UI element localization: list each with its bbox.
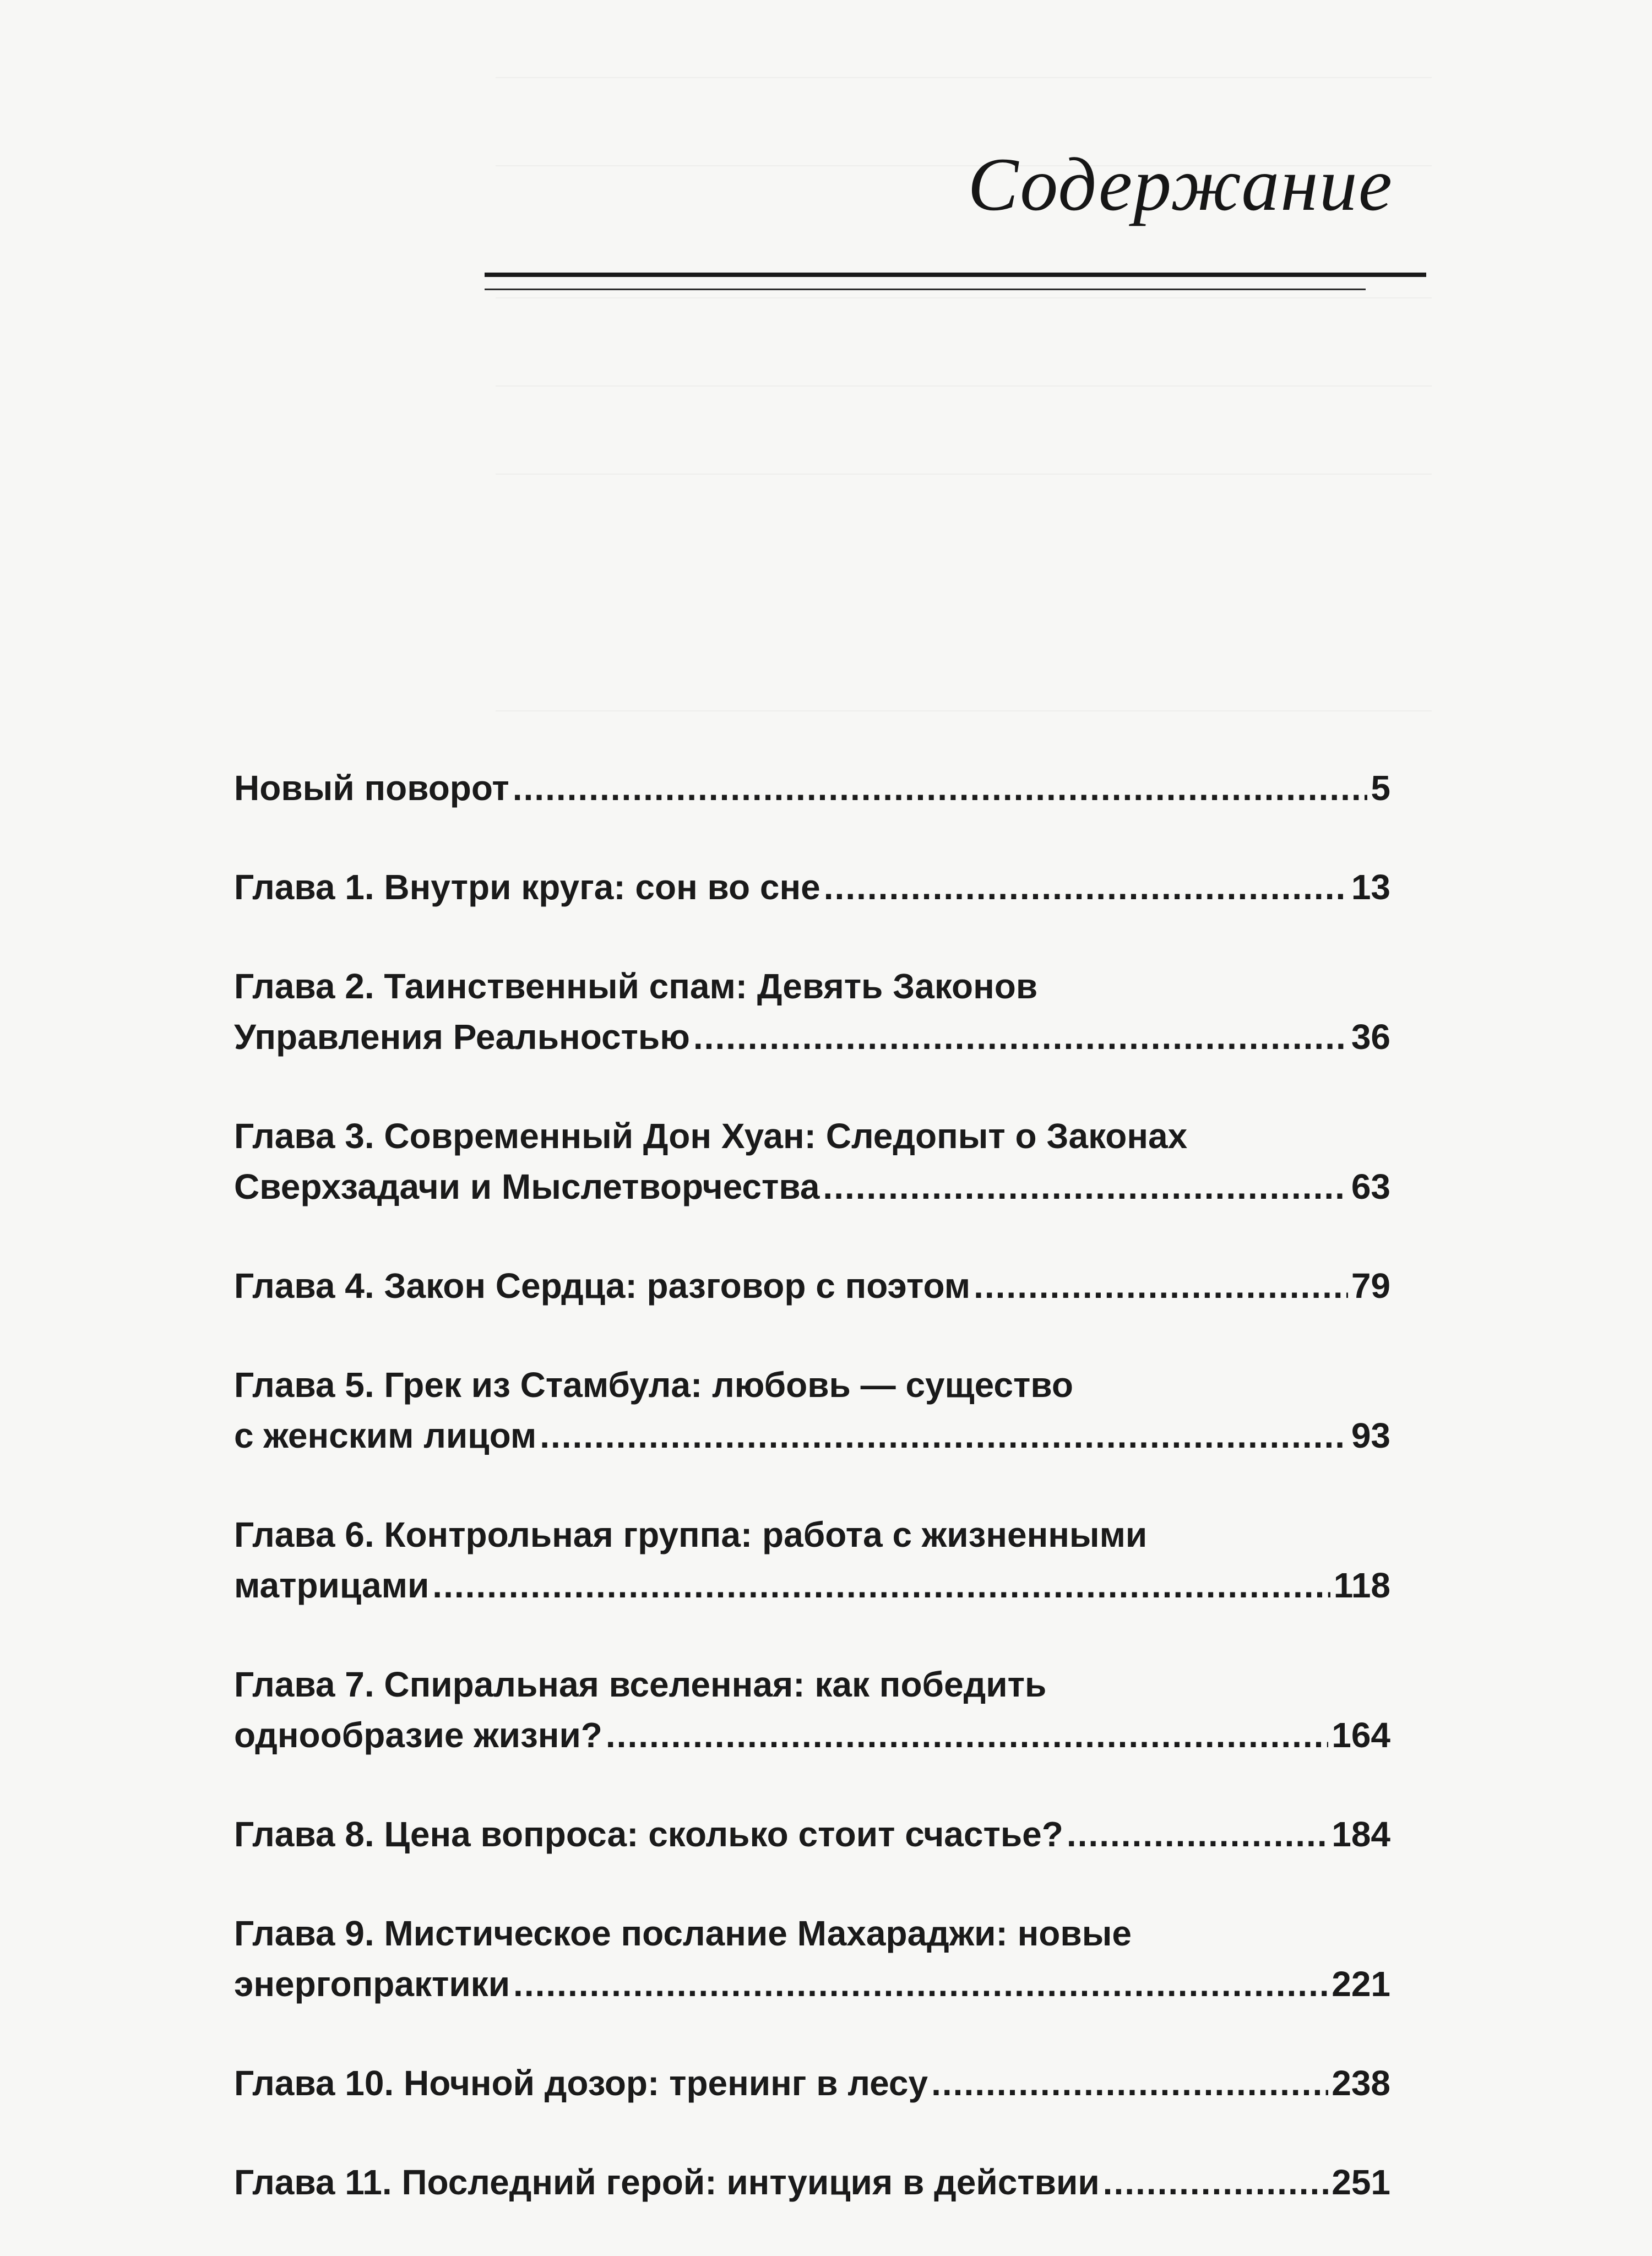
toc-entry-title: Глава 11. Последний герой: интуиция в действии xyxy=(234,2162,1100,2202)
bleed-through-line xyxy=(496,297,1432,298)
bleed-through-line xyxy=(496,385,1432,387)
toc-entry-last-line xyxy=(234,2157,1390,2208)
table-of-contents xyxy=(234,763,1390,2256)
dot-leader xyxy=(432,1560,1330,1611)
toc-entry-title-line: Глава 9. Мистическое послание Махараджи: новые xyxy=(234,1913,1132,1953)
toc-entry xyxy=(234,1908,1390,2009)
dot-leader xyxy=(824,862,1348,912)
toc-page-number: 36 xyxy=(1351,1017,1390,1057)
toc-entry-last-line xyxy=(234,862,1390,912)
dot-leader xyxy=(513,763,1368,813)
toc-page-number: 13 xyxy=(1351,867,1390,907)
bleed-through-line xyxy=(496,710,1432,711)
toc-entry-last-line xyxy=(234,1012,1390,1062)
toc-entry-title: Сверхзадачи и Мыслетворчества xyxy=(234,1167,820,1206)
toc-entry xyxy=(234,862,1390,912)
toc-entry-title: Новый поворот xyxy=(234,768,509,808)
toc-entry-last-line xyxy=(234,1161,1390,1212)
toc-page-number: 221 xyxy=(1332,1964,1390,2004)
dot-leader xyxy=(1103,2157,1329,2208)
toc-entry-last-line xyxy=(234,1260,1390,1311)
toc-entry xyxy=(234,961,1390,1062)
toc-entry-last-line xyxy=(234,1560,1390,1611)
toc-page-number: 251 xyxy=(1332,2162,1390,2202)
toc-entry-title: Глава 10. Ночной дозор: тренинг в лесу xyxy=(234,2063,928,2103)
toc-entry xyxy=(234,1360,1390,1461)
toc-entry-last-line xyxy=(234,763,1390,813)
toc-entry xyxy=(234,1260,1390,1311)
toc-entry-title-line: Глава 2. Таинственный спам: Девять Законов xyxy=(234,966,1038,1006)
dot-leader xyxy=(606,1710,1328,1760)
dot-leader xyxy=(693,1012,1348,1062)
toc-page-number: 164 xyxy=(1332,1715,1390,1755)
toc-entry xyxy=(234,1809,1390,1860)
toc-entry xyxy=(234,1509,1390,1611)
toc-entry xyxy=(234,763,1390,813)
toc-entry-title: Глава 4. Закон Сердца: разговор с поэтом xyxy=(234,1266,971,1306)
toc-entry-last-line xyxy=(234,1809,1390,1860)
toc-entry-title: с женским лицом xyxy=(234,1416,537,1455)
toc-entry-title-line: Глава 5. Грек из Стамбула: любовь — существо xyxy=(234,1365,1073,1405)
toc-entry-title: матрицами xyxy=(234,1565,430,1605)
page-title: Содержание xyxy=(968,142,1393,226)
dot-leader xyxy=(540,1410,1348,1461)
toc-entry xyxy=(234,2058,1390,2108)
toc-entry-title: однообразие жизни? xyxy=(234,1715,602,1755)
toc-page-number: 79 xyxy=(1351,1266,1390,1306)
dot-leader xyxy=(931,2058,1328,2108)
toc-entry xyxy=(234,2157,1390,2208)
toc-entry-last-line xyxy=(234,1710,1390,1760)
toc-entry xyxy=(234,1659,1390,1760)
dot-leader xyxy=(974,1260,1348,1311)
toc-entry-title-line: Глава 7. Спиральная вселенная: как победить xyxy=(234,1665,1047,1704)
toc-page-number: 63 xyxy=(1351,1167,1390,1206)
toc-entry-title-line: Глава 3. Современный Дон Хуан: Следопыт о Законах xyxy=(234,1116,1188,1156)
toc-page-number: 5 xyxy=(1371,768,1390,808)
toc-page-number: 118 xyxy=(1333,1565,1390,1605)
toc-entry-title: энергопрактики xyxy=(234,1964,510,2004)
toc-entry-title: Глава 8. Цена вопроса: сколько стоит счастье? xyxy=(234,1814,1063,1854)
title-rule-thick xyxy=(485,273,1426,277)
bleed-through-line xyxy=(496,77,1432,78)
toc-page-number: 184 xyxy=(1332,1814,1390,1854)
dot-leader xyxy=(1067,1809,1328,1860)
title-rule-thin xyxy=(485,289,1366,290)
toc-entry-title-line: Глава 6. Контрольная группа: работа с жизненными xyxy=(234,1515,1148,1554)
dot-leader xyxy=(823,1161,1347,1212)
toc-page-number: 238 xyxy=(1332,2063,1390,2103)
dot-leader xyxy=(513,1959,1328,2009)
toc-entry xyxy=(234,1111,1390,1212)
toc-entry-last-line xyxy=(234,1959,1390,2009)
toc-page-number: 93 xyxy=(1351,1416,1390,1455)
bleed-through-line xyxy=(496,474,1432,475)
toc-entry-title: Глава 1. Внутри круга: сон во сне xyxy=(234,867,820,907)
toc-entry-last-line xyxy=(234,1410,1390,1461)
toc-entry-title: Управления Реальностью xyxy=(234,1017,690,1057)
toc-entry-last-line xyxy=(234,2058,1390,2108)
